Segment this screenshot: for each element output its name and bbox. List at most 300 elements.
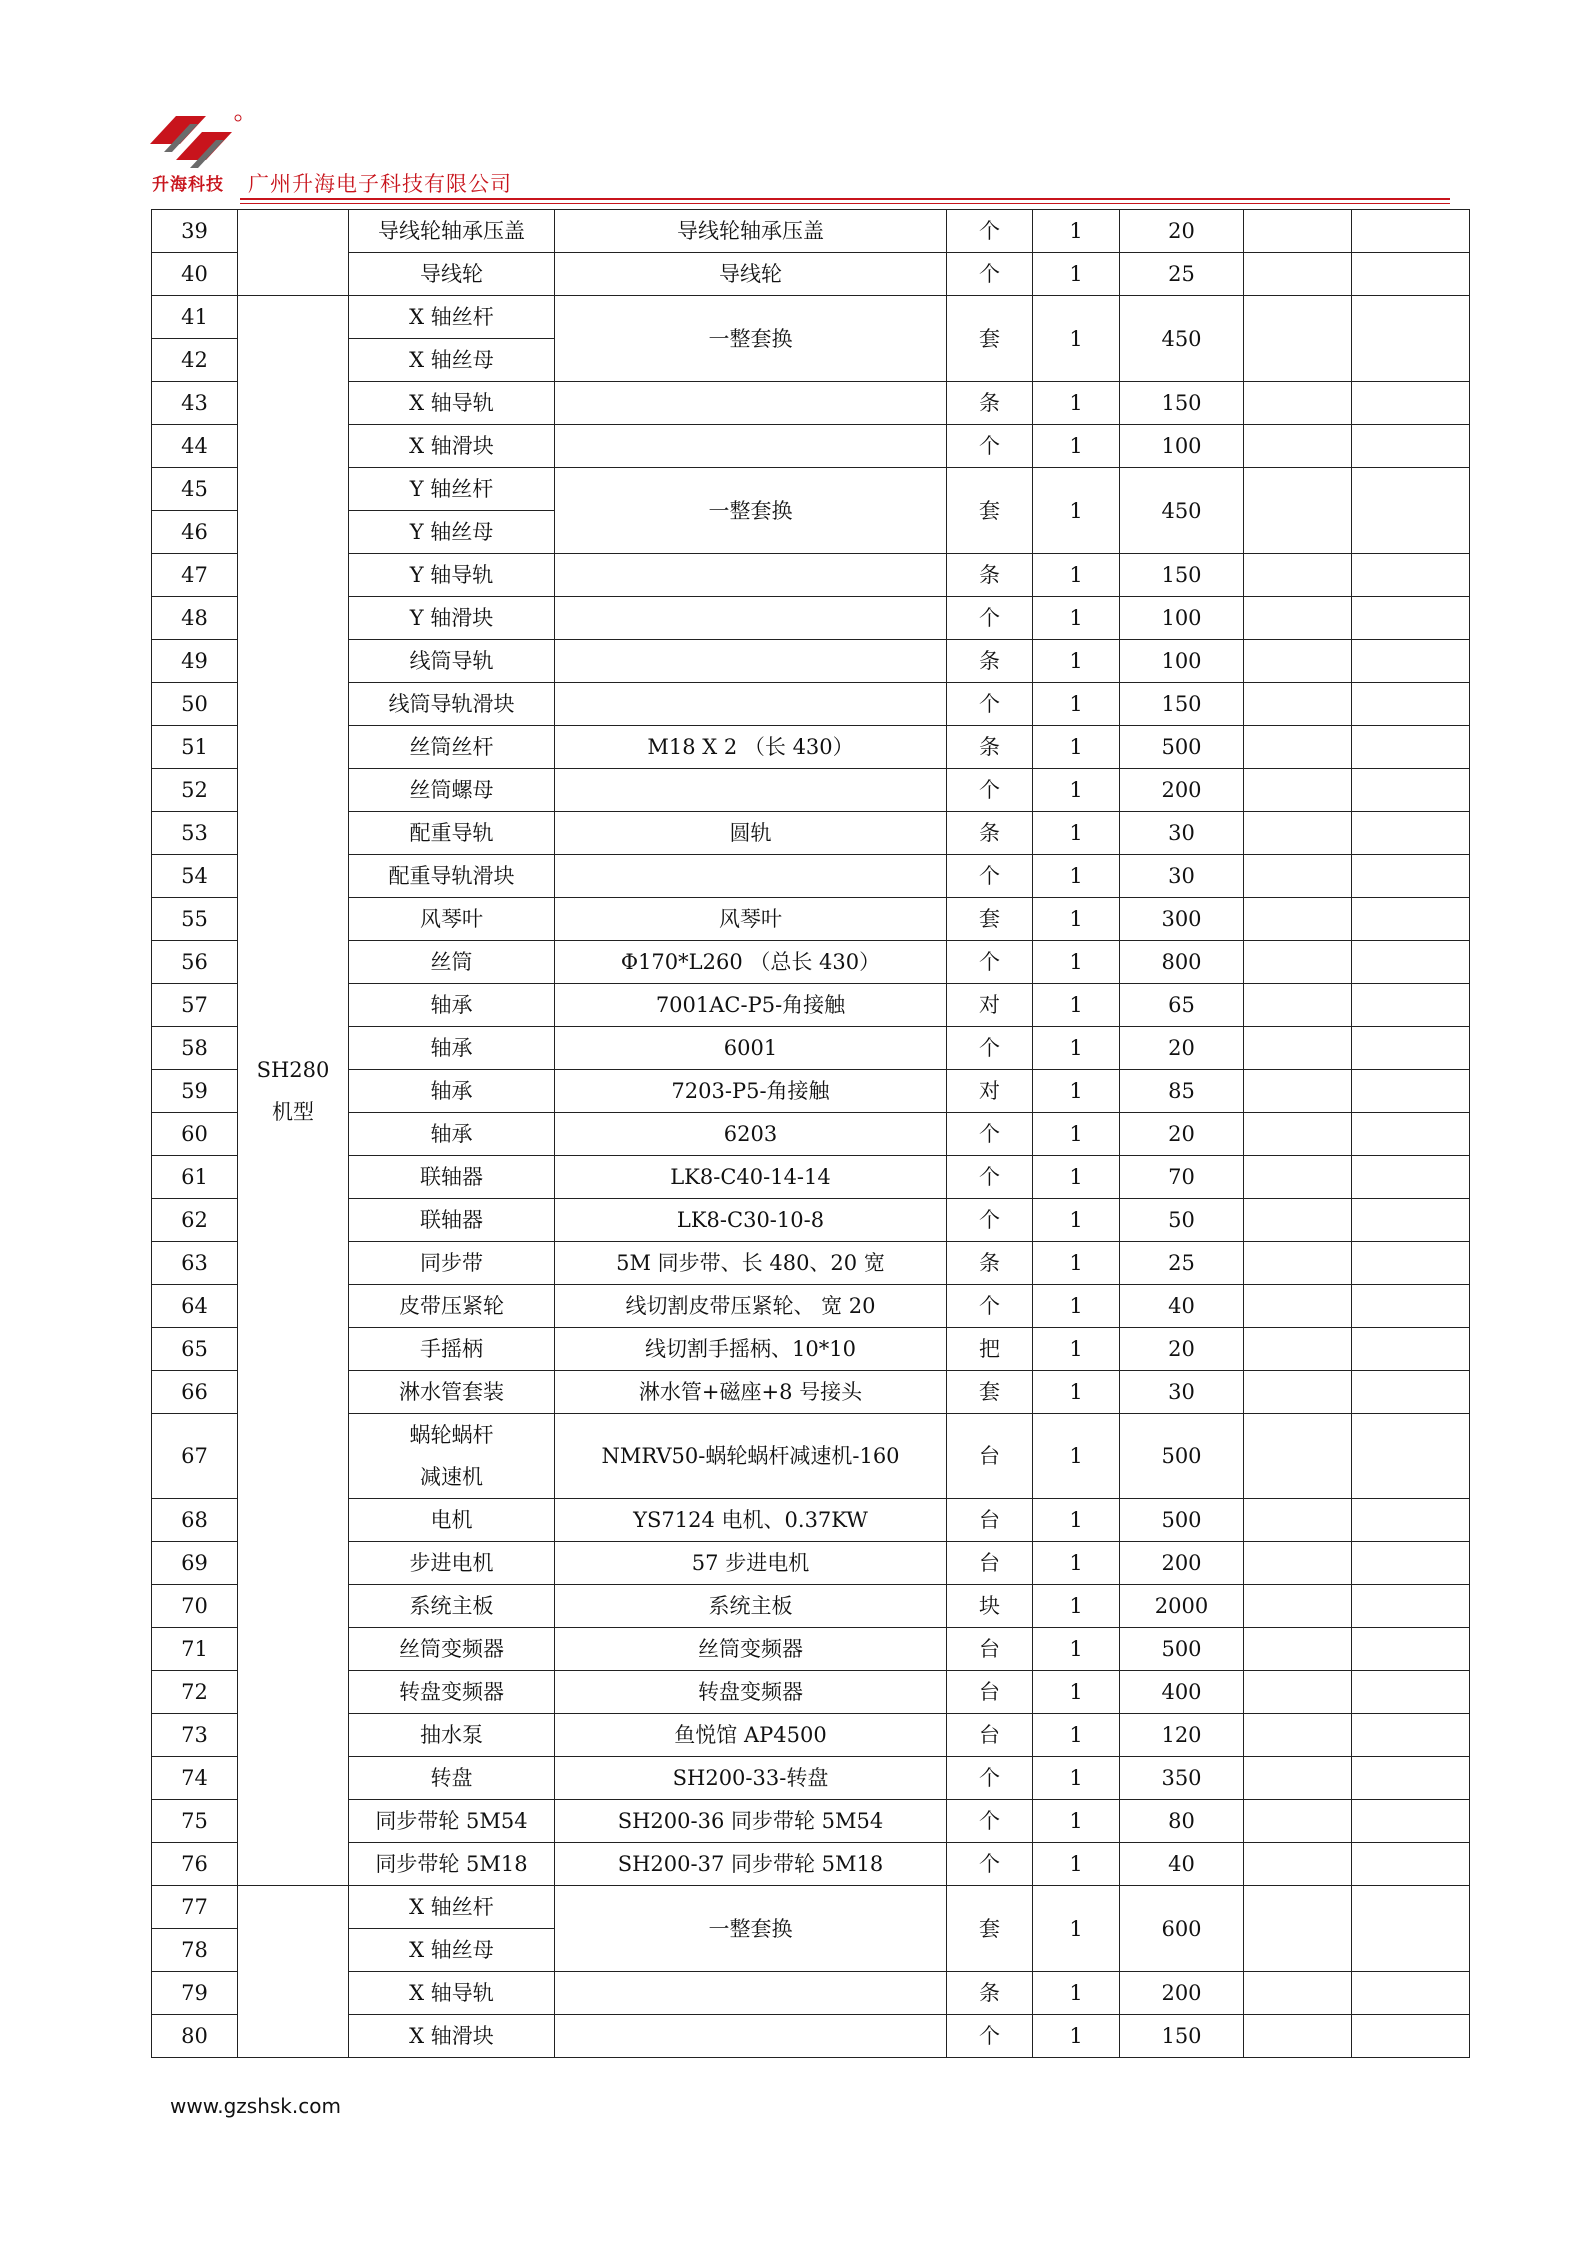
table-row <box>152 1027 1470 1070</box>
part-name: 轴承 <box>349 1027 555 1070</box>
price-cell: 350 <box>1120 1757 1244 1800</box>
table-row <box>152 1285 1470 1328</box>
quantity-cell: 1 <box>1033 1800 1120 1843</box>
row-number: 49 <box>152 640 238 683</box>
parts-price-table <box>151 209 1470 2058</box>
brand-short-name: 升海科技 <box>152 175 224 195</box>
quantity-cell: 1 <box>1033 683 1120 726</box>
blank-cell <box>1352 898 1470 941</box>
unit-cell: 条 <box>947 1242 1033 1285</box>
row-number: 52 <box>152 769 238 812</box>
unit-cell: 个 <box>947 253 1033 296</box>
part-spec: 鱼悦馆 AP4500 <box>555 1714 947 1757</box>
quantity-cell: 1 <box>1033 1628 1120 1671</box>
price-cell: 150 <box>1120 382 1244 425</box>
table-row <box>152 468 1470 511</box>
blank-cell <box>1352 984 1470 1027</box>
price-cell: 80 <box>1120 1800 1244 1843</box>
price-cell: 30 <box>1120 812 1244 855</box>
header-rule <box>240 198 1450 200</box>
part-name: Y 轴丝杆 <box>349 468 555 511</box>
row-number: 67 <box>152 1414 238 1499</box>
part-name: 电机 <box>349 1499 555 1542</box>
quantity-cell: 1 <box>1033 1714 1120 1757</box>
blank-cell <box>1244 468 1352 554</box>
table-row <box>152 726 1470 769</box>
table-row <box>152 941 1470 984</box>
part-name: X 轴丝母 <box>349 339 555 382</box>
unit-cell: 条 <box>947 640 1033 683</box>
blank-cell <box>1244 1714 1352 1757</box>
company-name: 广州升海电子科技有限公司 <box>248 172 512 196</box>
unit-cell: 个 <box>947 1800 1033 1843</box>
price-cell: 100 <box>1120 425 1244 468</box>
unit-cell: 个 <box>947 1199 1033 1242</box>
unit-cell: 个 <box>947 1843 1033 1886</box>
blank-cell <box>1352 554 1470 597</box>
unit-cell: 对 <box>947 984 1033 1027</box>
part-name: 联轴器 <box>349 1156 555 1199</box>
row-number: 42 <box>152 339 238 382</box>
price-cell: 40 <box>1120 1285 1244 1328</box>
quantity-cell: 1 <box>1033 898 1120 941</box>
unit-cell: 个 <box>947 425 1033 468</box>
part-name: 手摇柄 <box>349 1328 555 1371</box>
table-row <box>152 1800 1470 1843</box>
blank-cell <box>1352 1199 1470 1242</box>
price-cell: 30 <box>1120 855 1244 898</box>
price-cell: 500 <box>1120 1628 1244 1671</box>
part-spec: LK8-C30-10-8 <box>555 1199 947 1242</box>
unit-cell: 套 <box>947 296 1033 382</box>
part-name: 配重导轨 <box>349 812 555 855</box>
part-name: 丝筒丝杆 <box>349 726 555 769</box>
blank-cell <box>1244 253 1352 296</box>
part-spec: 圆轨 <box>555 812 947 855</box>
blank-cell <box>1352 1027 1470 1070</box>
price-cell: 100 <box>1120 640 1244 683</box>
quantity-cell: 1 <box>1033 1972 1120 2015</box>
quantity-cell: 1 <box>1033 253 1120 296</box>
blank-cell <box>1352 1585 1470 1628</box>
blank-cell <box>1244 1843 1352 1886</box>
blank-cell <box>1352 425 1470 468</box>
blank-cell <box>1244 640 1352 683</box>
quantity-cell: 1 <box>1033 1070 1120 1113</box>
part-spec: 7203-P5-角接触 <box>555 1070 947 1113</box>
unit-cell: 套 <box>947 468 1033 554</box>
blank-cell <box>1352 1671 1470 1714</box>
table-row <box>152 812 1470 855</box>
blank-cell <box>1352 769 1470 812</box>
part-name: 线筒导轨滑块 <box>349 683 555 726</box>
blank-cell <box>1244 984 1352 1027</box>
row-number: 62 <box>152 1199 238 1242</box>
blank-cell <box>1244 1242 1352 1285</box>
blank-cell <box>1244 296 1352 382</box>
blank-cell <box>1352 2015 1470 2058</box>
row-number: 45 <box>152 468 238 511</box>
blank-cell <box>1244 554 1352 597</box>
price-cell: 20 <box>1120 1113 1244 1156</box>
quantity-cell: 1 <box>1033 1585 1120 1628</box>
unit-cell: 条 <box>947 812 1033 855</box>
quantity-cell: 1 <box>1033 1328 1120 1371</box>
blank-cell <box>1244 1070 1352 1113</box>
blank-cell <box>1352 1542 1470 1585</box>
part-name: X 轴丝母 <box>349 1929 555 1972</box>
blank-cell <box>1352 683 1470 726</box>
table-row <box>152 1757 1470 1800</box>
price-cell: 85 <box>1120 1070 1244 1113</box>
row-number: 57 <box>152 984 238 1027</box>
part-spec: SH200-33-转盘 <box>555 1757 947 1800</box>
row-number: 41 <box>152 296 238 339</box>
row-number: 56 <box>152 941 238 984</box>
row-number: 51 <box>152 726 238 769</box>
table-row <box>152 2015 1470 2058</box>
part-spec: Φ170*L260 （总长 430） <box>555 941 947 984</box>
price-cell: 200 <box>1120 1542 1244 1585</box>
unit-cell: 个 <box>947 1285 1033 1328</box>
blank-cell <box>1244 425 1352 468</box>
blank-cell <box>1352 1499 1470 1542</box>
part-spec: 导线轮 <box>555 253 947 296</box>
table-row <box>152 1585 1470 1628</box>
blank-cell <box>1352 1242 1470 1285</box>
part-spec: SH200-36 同步带轮 5M54 <box>555 1800 947 1843</box>
blank-cell <box>1352 597 1470 640</box>
price-cell: 2000 <box>1120 1585 1244 1628</box>
row-number: 40 <box>152 253 238 296</box>
unit-cell: 条 <box>947 382 1033 425</box>
price-cell: 150 <box>1120 554 1244 597</box>
quantity-cell: 1 <box>1033 210 1120 253</box>
part-name: 同步带 <box>349 1242 555 1285</box>
row-number: 80 <box>152 2015 238 2058</box>
row-number: 61 <box>152 1156 238 1199</box>
price-cell: 25 <box>1120 253 1244 296</box>
page-header <box>140 108 1450 208</box>
table-row <box>152 210 1470 253</box>
row-number: 68 <box>152 1499 238 1542</box>
blank-cell <box>1352 726 1470 769</box>
part-spec: 线切割手摇柄、10*10 <box>555 1328 947 1371</box>
part-name: 淋水管套装 <box>349 1371 555 1414</box>
quantity-cell: 1 <box>1033 812 1120 855</box>
part-spec: M18 X 2 （长 430） <box>555 726 947 769</box>
blank-cell <box>1244 855 1352 898</box>
blank-cell <box>1244 1671 1352 1714</box>
price-cell: 500 <box>1120 726 1244 769</box>
unit-cell: 个 <box>947 1156 1033 1199</box>
blank-cell <box>1352 1328 1470 1371</box>
part-spec: 系统主板 <box>555 1585 947 1628</box>
part-name: 轴承 <box>349 1113 555 1156</box>
part-name: Y 轴滑块 <box>349 597 555 640</box>
price-cell: 450 <box>1120 468 1244 554</box>
part-spec: 5M 同步带、长 480、20 宽 <box>555 1242 947 1285</box>
part-name: 风琴叶 <box>349 898 555 941</box>
blank-cell <box>1244 898 1352 941</box>
row-number: 72 <box>152 1671 238 1714</box>
blank-cell <box>1244 769 1352 812</box>
part-name: X 轴滑块 <box>349 2015 555 2058</box>
table-row <box>152 1499 1470 1542</box>
price-cell: 25 <box>1120 1242 1244 1285</box>
quantity-cell: 1 <box>1033 1242 1120 1285</box>
unit-cell: 个 <box>947 1027 1033 1070</box>
row-number: 65 <box>152 1328 238 1371</box>
unit-cell: 台 <box>947 1414 1033 1499</box>
price-cell: 400 <box>1120 1671 1244 1714</box>
model-group-cell <box>238 210 349 296</box>
unit-cell: 个 <box>947 683 1033 726</box>
price-cell: 20 <box>1120 210 1244 253</box>
part-spec: SH200-37 同步带轮 5M18 <box>555 1843 947 1886</box>
blank-cell <box>1352 1371 1470 1414</box>
quantity-cell: 1 <box>1033 1542 1120 1585</box>
part-spec <box>555 640 947 683</box>
unit-cell: 条 <box>947 554 1033 597</box>
unit-cell: 套 <box>947 1371 1033 1414</box>
blank-cell <box>1352 1414 1470 1499</box>
row-number: 63 <box>152 1242 238 1285</box>
blank-cell <box>1352 1113 1470 1156</box>
table-row <box>152 425 1470 468</box>
quantity-cell: 1 <box>1033 1671 1120 1714</box>
table-row <box>152 1199 1470 1242</box>
row-number: 77 <box>152 1886 238 1929</box>
part-name: X 轴丝杆 <box>349 1886 555 1929</box>
quantity-cell: 1 <box>1033 1843 1120 1886</box>
blank-cell <box>1244 1542 1352 1585</box>
row-number: 47 <box>152 554 238 597</box>
footer-website: www.gzshsk.com <box>170 2094 341 2118</box>
blank-cell <box>1244 726 1352 769</box>
price-cell: 450 <box>1120 296 1244 382</box>
quantity-cell: 1 <box>1033 597 1120 640</box>
model-group-cell <box>238 1886 349 2058</box>
row-number: 75 <box>152 1800 238 1843</box>
row-number: 43 <box>152 382 238 425</box>
price-cell: 500 <box>1120 1414 1244 1499</box>
price-cell: 800 <box>1120 941 1244 984</box>
quantity-cell: 1 <box>1033 1285 1120 1328</box>
quantity-cell: 1 <box>1033 468 1120 554</box>
part-name: X 轴导轨 <box>349 1972 555 2015</box>
part-spec: 一整套换 <box>555 1886 947 1972</box>
price-cell: 120 <box>1120 1714 1244 1757</box>
table-row <box>152 1628 1470 1671</box>
part-spec: NMRV50-蜗轮蜗杆减速机-160 <box>555 1414 947 1499</box>
row-number: 58 <box>152 1027 238 1070</box>
row-number: 53 <box>152 812 238 855</box>
row-number: 66 <box>152 1371 238 1414</box>
part-spec: 线切割皮带压紧轮、 宽 20 <box>555 1285 947 1328</box>
part-name: 同步带轮 5M18 <box>349 1843 555 1886</box>
blank-cell <box>1244 210 1352 253</box>
unit-cell: 台 <box>947 1628 1033 1671</box>
table-row <box>152 554 1470 597</box>
blank-cell <box>1244 1585 1352 1628</box>
quantity-cell: 1 <box>1033 1757 1120 1800</box>
blank-cell <box>1352 855 1470 898</box>
row-number: 73 <box>152 1714 238 1757</box>
part-spec: 57 步进电机 <box>555 1542 947 1585</box>
unit-cell: 个 <box>947 597 1033 640</box>
model-group-cell: SH280 机型 <box>238 296 349 1886</box>
table-row <box>152 253 1470 296</box>
blank-cell <box>1244 1499 1352 1542</box>
quantity-cell: 1 <box>1033 296 1120 382</box>
quantity-cell: 1 <box>1033 2015 1120 2058</box>
row-number: 50 <box>152 683 238 726</box>
unit-cell: 个 <box>947 941 1033 984</box>
quantity-cell: 1 <box>1033 425 1120 468</box>
blank-cell <box>1352 1800 1470 1843</box>
blank-cell <box>1244 1156 1352 1199</box>
quantity-cell: 1 <box>1033 1499 1120 1542</box>
blank-cell <box>1352 253 1470 296</box>
price-cell: 200 <box>1120 769 1244 812</box>
price-cell: 600 <box>1120 1886 1244 1972</box>
price-cell: 500 <box>1120 1499 1244 1542</box>
unit-cell: 个 <box>947 210 1033 253</box>
quantity-cell: 1 <box>1033 984 1120 1027</box>
row-number: 55 <box>152 898 238 941</box>
part-name: 丝筒变频器 <box>349 1628 555 1671</box>
blank-cell <box>1352 1156 1470 1199</box>
quantity-cell: 1 <box>1033 382 1120 425</box>
blank-cell <box>1244 1757 1352 1800</box>
row-number: 39 <box>152 210 238 253</box>
part-spec: 6001 <box>555 1027 947 1070</box>
unit-cell: 个 <box>947 2015 1033 2058</box>
blank-cell <box>1352 1886 1470 1972</box>
part-name: X 轴导轨 <box>349 382 555 425</box>
blank-cell <box>1244 1628 1352 1671</box>
part-spec <box>555 2015 947 2058</box>
part-spec <box>555 855 947 898</box>
blank-cell <box>1352 210 1470 253</box>
blank-cell <box>1352 1757 1470 1800</box>
blank-cell <box>1352 1843 1470 1886</box>
blank-cell <box>1244 1800 1352 1843</box>
part-name: 转盘 <box>349 1757 555 1800</box>
price-cell: 200 <box>1120 1972 1244 2015</box>
unit-cell: 套 <box>947 898 1033 941</box>
quantity-cell: 1 <box>1033 1371 1120 1414</box>
blank-cell <box>1244 1113 1352 1156</box>
table-row <box>152 1371 1470 1414</box>
quantity-cell: 1 <box>1033 1199 1120 1242</box>
part-spec: 风琴叶 <box>555 898 947 941</box>
table-row <box>152 855 1470 898</box>
part-spec: 淋水管+磁座+8 号接头 <box>555 1371 947 1414</box>
unit-cell: 个 <box>947 855 1033 898</box>
unit-cell: 条 <box>947 726 1033 769</box>
table-row <box>152 1542 1470 1585</box>
blank-cell <box>1352 640 1470 683</box>
table-row <box>152 683 1470 726</box>
header-rule-thin <box>240 203 1450 204</box>
blank-cell <box>1244 597 1352 640</box>
blank-cell <box>1352 1714 1470 1757</box>
quantity-cell: 1 <box>1033 1886 1120 1972</box>
table-row <box>152 769 1470 812</box>
price-cell: 20 <box>1120 1027 1244 1070</box>
blank-cell <box>1352 468 1470 554</box>
quantity-cell: 1 <box>1033 1027 1120 1070</box>
part-name: 转盘变频器 <box>349 1671 555 1714</box>
part-spec <box>555 1972 947 2015</box>
unit-cell: 套 <box>947 1886 1033 1972</box>
table-row <box>152 1843 1470 1886</box>
unit-cell: 台 <box>947 1714 1033 1757</box>
table-row <box>152 296 1470 339</box>
row-number: 59 <box>152 1070 238 1113</box>
row-number: 76 <box>152 1843 238 1886</box>
blank-cell <box>1352 1070 1470 1113</box>
part-spec <box>555 425 947 468</box>
blank-cell <box>1244 1414 1352 1499</box>
blank-cell <box>1352 1972 1470 2015</box>
part-spec <box>555 382 947 425</box>
table-row <box>152 984 1470 1027</box>
blank-cell <box>1244 1199 1352 1242</box>
table-row <box>152 382 1470 425</box>
part-name: 丝筒螺母 <box>349 769 555 812</box>
row-number: 46 <box>152 511 238 554</box>
unit-cell: 个 <box>947 1757 1033 1800</box>
part-name: 轴承 <box>349 984 555 1027</box>
price-cell: 20 <box>1120 1328 1244 1371</box>
row-number: 69 <box>152 1542 238 1585</box>
row-number: 78 <box>152 1929 238 1972</box>
part-name: 抽水泵 <box>349 1714 555 1757</box>
price-cell: 300 <box>1120 898 1244 941</box>
blank-cell <box>1352 1628 1470 1671</box>
part-name: 同步带轮 5M54 <box>349 1800 555 1843</box>
quantity-cell: 1 <box>1033 1414 1120 1499</box>
blank-cell <box>1244 1886 1352 1972</box>
part-spec: 丝筒变频器 <box>555 1628 947 1671</box>
part-spec: 7001AC-P5-角接触 <box>555 984 947 1027</box>
quantity-cell: 1 <box>1033 1113 1120 1156</box>
blank-cell <box>1352 296 1470 382</box>
part-name: 皮带压紧轮 <box>349 1285 555 1328</box>
part-name: 蜗轮蜗杆 减速机 <box>349 1414 555 1499</box>
row-number: 70 <box>152 1585 238 1628</box>
unit-cell: 个 <box>947 1113 1033 1156</box>
quantity-cell: 1 <box>1033 554 1120 597</box>
part-spec: 一整套换 <box>555 296 947 382</box>
part-name: Y 轴丝母 <box>349 511 555 554</box>
part-name: 步进电机 <box>349 1542 555 1585</box>
blank-cell <box>1244 382 1352 425</box>
blank-cell <box>1244 812 1352 855</box>
part-spec: LK8-C40-14-14 <box>555 1156 947 1199</box>
blank-cell <box>1244 1328 1352 1371</box>
part-name: 系统主板 <box>349 1585 555 1628</box>
price-cell: 70 <box>1120 1156 1244 1199</box>
part-name: 配重导轨滑块 <box>349 855 555 898</box>
unit-cell: 台 <box>947 1542 1033 1585</box>
table-row <box>152 1242 1470 1285</box>
row-number: 74 <box>152 1757 238 1800</box>
part-name: X 轴丝杆 <box>349 296 555 339</box>
